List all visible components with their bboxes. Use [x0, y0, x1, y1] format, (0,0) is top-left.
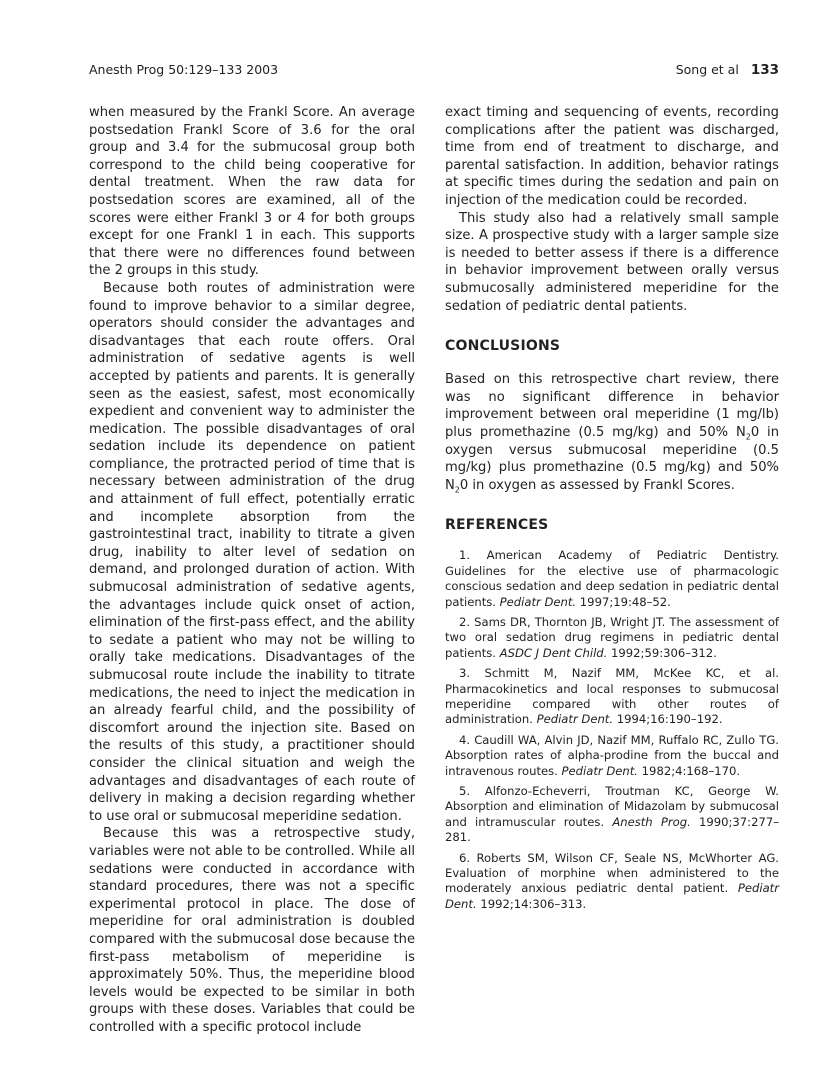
paragraph-continuation: exact timing and sequencing of events, recording complications after the patient was discharged, time from end of treatment to discharge, and parental satisfaction. In addition, behavior ratings at specific times during the sedation and pain on injection of the medication could be recorded.	[445, 105, 779, 208]
references-list	[445, 548, 779, 912]
reference-text: 4. Caudill WA, Alvin JD, Nazif MM, Ruffalo RC, Zullo TG. Absorption rates of alpha-prodine from the buccal and intravenous routes.	[445, 732, 779, 778]
reference-citation: 1990;37:277–281.	[445, 814, 779, 845]
reference-journal: Pediatr Dent.	[445, 881, 779, 911]
reference-citation: 1994;16:190–192.	[613, 712, 723, 727]
journal-citation: Anesth Prog 50:129–133 2003	[89, 62, 279, 77]
reference-citation: 1982;4:168–170.	[638, 763, 741, 778]
running-head	[89, 62, 779, 78]
reference-item	[445, 666, 779, 728]
reference-text: 3. Schmitt M, Nazif MM, McKee KC, et al. Pharmacokinetics and local responses to submucosal meperidine compared with other routes of administration.	[445, 666, 779, 727]
reference-journal: Anesth Prog.	[612, 814, 691, 829]
subscript-2-a: 2	[745, 432, 751, 442]
conclusions-text-1: Based on this retrospective chart review, there was no significant difference in behavior improvement between oral meperidine (1 mg/lb) plus promethazine (0.5 mg/kg) and 50% N	[445, 372, 779, 440]
reference-text: 6. Roberts SM, Wilson CF, Seale NS, McWhorter AG. Evaluation of morphine when administered to the moderately anxious pediatric dental patient.	[445, 850, 779, 896]
page-number: 133	[750, 62, 779, 78]
reference-citation: 1997;19:48–52.	[576, 594, 671, 609]
reference-item	[445, 615, 779, 661]
left-column	[89, 104, 415, 1036]
reference-journal: ASDC J Dent Child.	[499, 645, 608, 660]
page-label	[676, 62, 779, 78]
reference-journal: Pediatr Dent.	[561, 763, 638, 778]
paragraph-routes-comparison: Because both routes of administration were found to improve behavior to a similar degree, operators should consider the advantages and disadvantages that each route offers. Oral administration of sedative agents is well accepted by patients and parents. It is generally seen as the easiest, safest, most economically expedient and convenient way to administer the medication. The possible disadvantages of oral sedation include its dependence on patient compliance, the protracted period of time that is necessary between administration of the drug and attainment of full effect, potentially erratic and incomplete absorption from the gastrointestinal tract, inability to titrate a given drug, inability to alter level of sedation on demand, and prolonged duration of action. With submucosal administration of sedative agents, the advantages include quick onset of action, elimination of the first-pass effect, and the ability to sedate a patient who may not be willing to orally take medications. Disadvantages of the submucosal route include the inability to titrate medications, the need to inject the medication in an already fearful child, and the possibility of discomfort around the injection site. Based on the results of this study, a practitioner should consider the clinical situation and weigh the advantages and disadvantages of each route of delivery in making a decision regarding whether to use oral or submucosal meperidine sedation.	[89, 280, 415, 824]
reference-item	[445, 548, 779, 610]
references-heading: REFERENCES	[445, 517, 549, 534]
running-head-authors: Song et al	[675, 62, 739, 77]
paragraph-sample-size: This study also had a relatively small sample size. A prospective study with a larger sample size is needed to better assess if there is a difference in behavior improvement between orally versus submucosally administered meperidine for the sedation of pediatric dental patients.	[445, 210, 779, 314]
reference-item	[445, 733, 779, 779]
paragraph-limitations: Because this was a retrospective study, variables were not able to be controlled. While all sedations were conducted in accordance with standard procedures, there was not a specific experimental protocol in place. The dose of meperidine for oral administration is doubled compared with the submucosal dose because the first-pass metabolism of meperidine is approximately 50%. Thus, the meperidine blood levels would be expected to be similar in both groups with these doses. Variables that could be controlled with a specific protocol include	[89, 826, 415, 1035]
conclusions-text-2: 0 in oxygen versus submucosal meperidine (0.5 mg/kg) plus promethazine (0.5 mg/kg) and 50% N	[445, 424, 779, 493]
reference-text: 5. Alfonzo-Echeverri, Troutman KC, George W. Absorption and elimination of Midazolam by submucosal and intramuscular routes.	[445, 783, 779, 829]
paragraph-frankl-results: when measured by the Frankl Score. An average postsedation Frankl Score of 3.6 for the oral group and 3.4 for the submucosal group both correspond to the child being cooperative for dental treatment. When the raw data for postsedation scores are examined, all of the scores were either Frankl 3 or 4 for both groups except for one Frankl 1 in each. This supports that there were no differences found between the 2 groups in this study.	[89, 105, 415, 279]
reference-text: 2. Sams DR, Thornton JB, Wright JT. The assessment of two oral sedation drug regimens in pediatric dental patients.	[445, 614, 779, 660]
conclusions-paragraph	[445, 371, 779, 494]
reference-journal: Pediatr Dent.	[499, 594, 577, 609]
reference-citation: 1992;59:306–312.	[607, 645, 717, 660]
reference-item	[445, 784, 779, 846]
conclusions-text-3: 0 in oxygen as assessed by Frankl Scores.	[459, 477, 735, 493]
conclusions-heading: CONCLUSIONS	[445, 338, 561, 355]
reference-journal: Pediatr Dent.	[536, 712, 614, 727]
reference-item	[445, 851, 779, 913]
reference-text: 1. American Academy of Pediatric Dentistry. Guidelines for the elective use of pharmacologic conscious sedation and deep sedation in pediatric dental patients.	[445, 548, 779, 609]
subscript-2-b: 2	[454, 485, 460, 495]
right-column	[445, 104, 779, 917]
reference-citation: 1992;14:306–313.	[476, 896, 587, 911]
